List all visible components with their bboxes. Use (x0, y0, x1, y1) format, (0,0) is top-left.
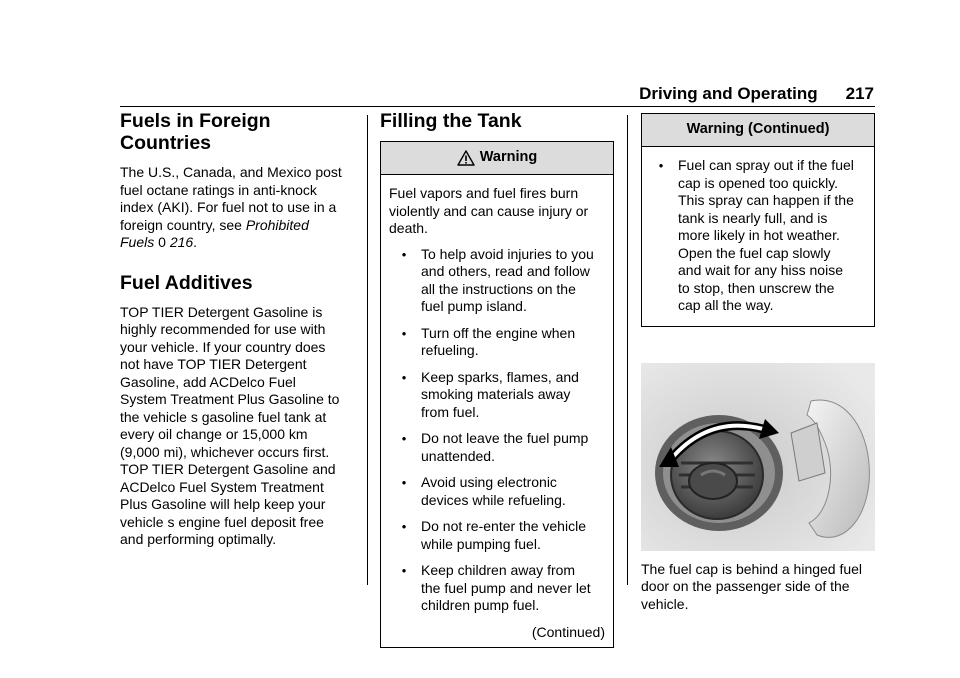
figure-caption: The fuel cap is behind a hinged fuel door on the passenger side of the vehicle. (641, 560, 863, 612)
bullet-icon (395, 325, 413, 360)
heading-fuels-foreign: Fuels in Foreign Countries (120, 110, 271, 154)
list-item: • Keep children away from the fuel pump and never let children pump fuel. (389, 562, 605, 615)
continued-label: (Continued) (531, 623, 605, 640)
warning-box (380, 141, 614, 648)
para-additives: TOP TIER Detergent Gasoline is highly recommended for use with your vehicle. If your country does not have TOP TIER Detergent Gasoline, add ACDelco Fuel System Treatment Plus Gasoline to the vehicle s gasoline fuel tank at every oil change or 15,000 km (9,000 mi), whichever occurs first. TOP TIER Detergent Gasoline and ACDelco Fuel System Treatment Plus Gasoline will help keep your vehicle s engine fuel deposit free and performing optimally. (120, 303, 340, 547)
bullet-icon (395, 562, 413, 615)
bullet-icon (395, 246, 413, 316)
page-number: 217 (845, 84, 874, 103)
para-octane: The U.S., Canada, and Mexico post fuel octane ratings in anti-knock index (AKI). For fuel not to use in a foreign country, see Prohibited Fuels 0 216. (120, 164, 342, 250)
warning-body (642, 147, 874, 326)
list-item: • Do not re-enter the vehicle while pumping fuel. (389, 518, 605, 553)
section-title: Driving and Operating (639, 84, 818, 103)
warning-intro: Fuel vapors and fuel fires burn violently and can cause injury or death. (389, 185, 589, 236)
bullet-icon (652, 157, 670, 315)
column-left (120, 110, 355, 549)
list-item: • To help avoid injuries to you and others, read and follow all the instructions on the fuel pump island. (389, 246, 605, 316)
page-ref-icon: 0 (158, 234, 166, 250)
fuel-cap-image (641, 363, 875, 551)
warning-header (642, 114, 874, 147)
header-rule (120, 106, 875, 107)
list-item: • Avoid using electronic devices while refueling. (389, 474, 605, 509)
warning-title: Warning (479, 149, 538, 166)
fuel-cap-illustration (641, 363, 875, 551)
list-item: • Fuel can spray out if the fuel cap is opened too quickly. This spray can happen if the tank is nearly full, and is more likely in hot weather. Open the fuel cap slowly and wait for any hiss noise to stop, then unscrew the cap all the way. (650, 157, 866, 315)
column-right (641, 113, 875, 613)
warning-triangle-icon (457, 150, 475, 166)
page-header (0, 84, 874, 104)
bullet-icon (395, 474, 413, 509)
heading-filling-tank: Filling the Tank (380, 110, 522, 132)
page-ref[interactable]: 216 (169, 234, 194, 250)
prohibited-fuels-link-cont[interactable]: Fuels (120, 234, 155, 250)
warning-header (381, 142, 613, 175)
column-middle (380, 110, 614, 648)
column-divider (627, 115, 628, 585)
warning-body (381, 175, 613, 647)
bullet-icon (395, 518, 413, 553)
warning-box-continued (641, 113, 875, 327)
column-divider (367, 115, 368, 585)
bullet-icon (395, 369, 413, 422)
bullet-icon (395, 430, 413, 465)
list-item: • Turn off the engine when refueling. (389, 325, 605, 360)
list-item: • Keep sparks, flames, and smoking materials away from fuel. (389, 369, 605, 422)
prohibited-fuels-link[interactable]: Prohibited (245, 216, 309, 233)
warning-title: Warning (Continued) (686, 121, 830, 138)
heading-fuel-additives: Fuel Additives (120, 271, 253, 294)
list-item: • Do not leave the fuel pump unattended. (389, 430, 605, 465)
